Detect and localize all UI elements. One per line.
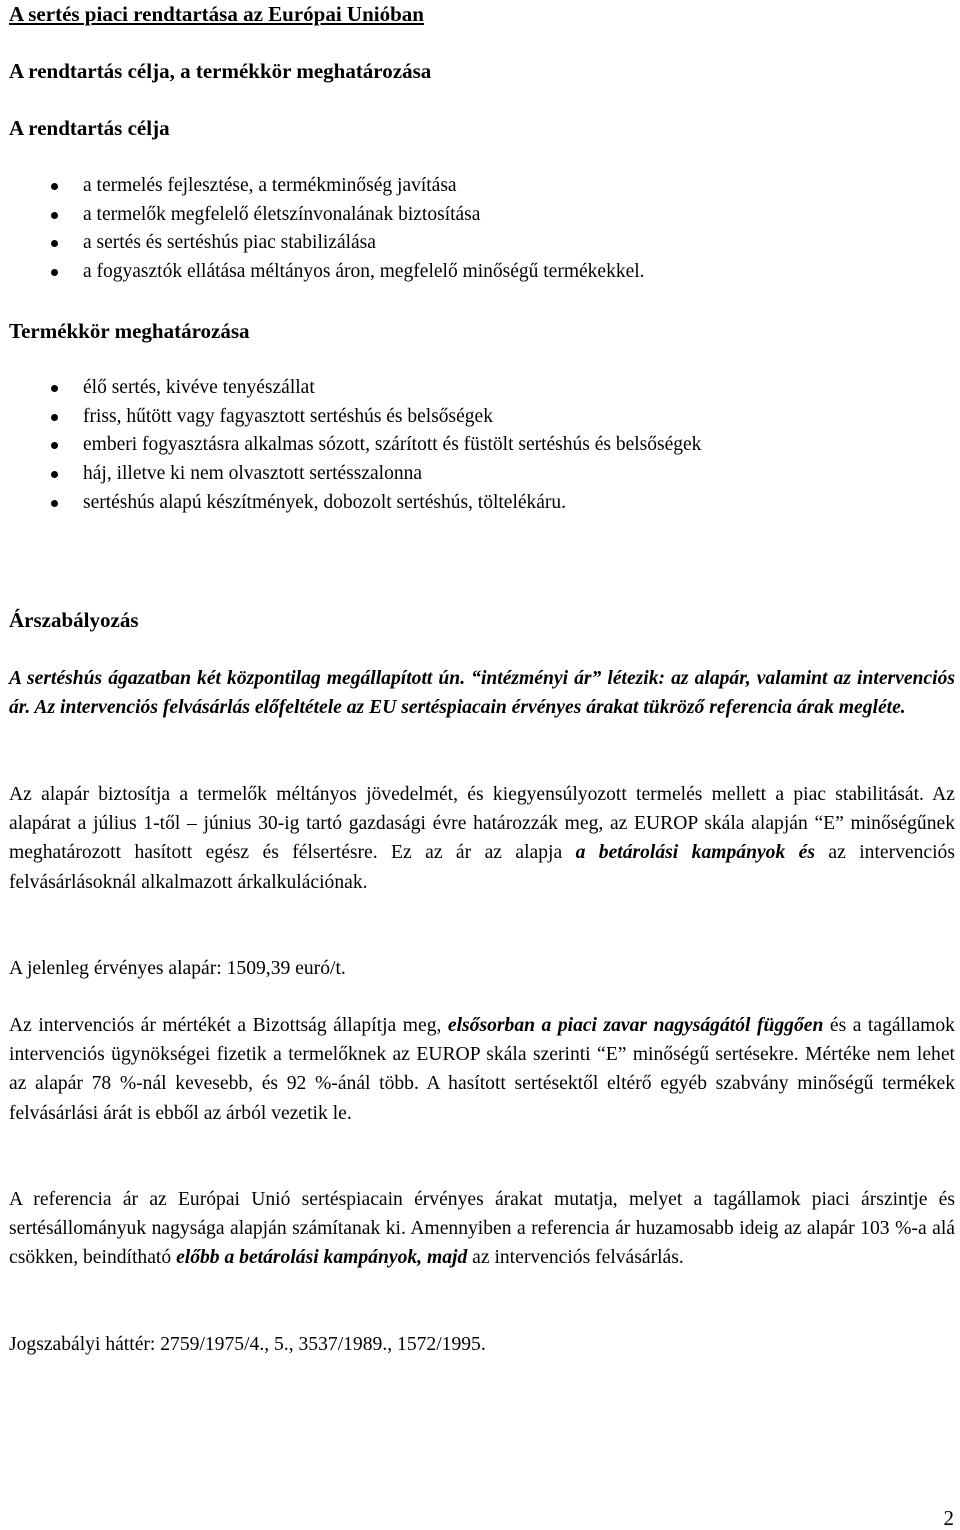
paragraph-reference-price: A referencia ár az Európai Unió sertéspiacain érvényes árakat mutatja, melyet a tagállamok piaci árszintje és sertésállományuk nagysága alapján számítanak ki. Amennyiben a referencia ár huzamosabb ideig az alapár 103 %-a alá csökken, beindítható előbb a betárolási kampányok, majd az intervenciós felvásárlás. [9,1189,955,1269]
list-item: a termelők megfelelő életszínvonalának biztosítása [9,201,645,230]
bullet-icon [51,269,58,276]
bullet-icon [51,500,58,507]
paragraph-base-price: Az alapár biztosítja a termelők méltányos jövedelmét, és kiegyensúlyozott termelés mellett a piac stabilitását. Az alapárat a július 1-től – június 30-ig tartó gazdasági évre határozzák meg, az EUROP skála alapján “E” minőségűnek meghatározott hasított egész és félsertésre. Ez az ár az alapja a betárolási kampányok és az intervenciós felvásárlásoknál alkalmazott árkalkulációnak. [9,784,955,893]
heading-goal: A rendtartás célja [9,116,170,140]
list-item: a fogyasztók ellátása méltányos áron, megfelelő minőségű termékekkel. [9,258,645,287]
scope-list [9,374,701,518]
heading-goal-scope: A rendtartás célja, a termékkör meghatározása [9,59,432,83]
heading-scope: Termékkör meghatározása [9,319,250,343]
bullet-icon [51,385,58,392]
bullet-icon [51,212,58,219]
heading-price-regulation: Árszabályozás [9,608,139,632]
document-title: A sertés piaci rendtartása az Európai Unióban [9,2,424,26]
bullet-icon [51,442,58,449]
list-item: friss, hűtött vagy fagyasztott sertéshús és belsőségek [9,403,701,432]
page-number: 2 [943,1506,954,1530]
bullet-icon [51,471,58,478]
bullet-icon [51,414,58,421]
list-item: sertéshús alapú készítmények, dobozolt sertéshús, töltelékáru. [9,489,701,518]
paragraph-institutional-prices: A sertéshús ágazatban két központilag megállapított ún. “intézményi ár” létezik: az alapár, valamint az intervenciós ár. Az intervenciós felvásárlás előfeltétele az EU sertéspiacain érvényes árakat tükröző referencia árak megléte. [9,668,955,719]
paragraph-legal-background: Jogszabályi háttér: 2759/1975/4., 5., 3537/1989., 1572/1995. [9,1334,486,1355]
list-item: a sertés és sertéshús piac stabilizálása [9,229,645,258]
list-item: háj, illetve ki nem olvasztott sertésszalonna [9,460,701,489]
goal-list [9,172,645,287]
list-item: a termelés fejlesztése, a termékminőség javítása [9,172,645,201]
list-item: élő sertés, kivéve tenyészállat [9,374,701,403]
bullet-icon [51,183,58,190]
bullet-icon [51,240,58,247]
list-item: emberi fogyasztásra alkalmas sózott, szárított és füstölt sertéshús és belsőségek [9,431,701,460]
paragraph-intervention-price: Az intervenciós ár mértékét a Bizottság állapítja meg, elsősorban a piaci zavar nagyságától függően és a tagállamok intervenciós ügynökségei fizetik a termelőknek az EUROP skála szerinti “E” minőségű sertésekre. Mértéke nem lehet az alapár 78 %-nál kevesebb, és 92 %-ánál több. A hasított sertésektől eltérő egyéb szabvány minőségű termékek felvásárlási árát is ebből az árból vezetik le. [9,1015,955,1124]
paragraph-current-base-price: A jelenleg érvényes alapár: 1509,39 euró/t. [9,958,346,979]
